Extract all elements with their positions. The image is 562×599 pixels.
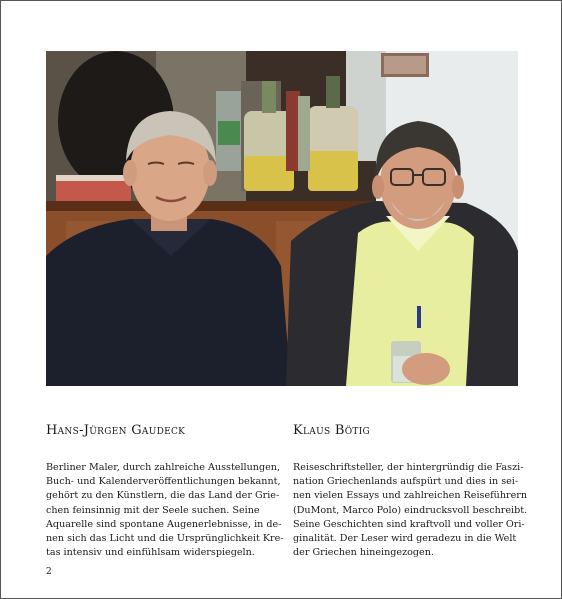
page-number: 2 [46, 567, 52, 577]
bio-line: nen vielen Essays und zahlreichen Reiseführern [293, 490, 528, 502]
bio-line: (DuMont, Marco Polo) eindrucksvoll beschreibt. [293, 504, 528, 516]
portrait-photo [46, 51, 518, 386]
bio-line: Buch- und Kalenderveröffentlichungen bekannt, [46, 476, 281, 488]
bio-line: chen feinsinnig mit der Seele suchen. Seine [46, 504, 260, 516]
left-person-bio [46, 461, 284, 560]
bio-line: ginalität. Der Leser wird geradezu in die Welt [293, 533, 517, 545]
bio-line: Reiseschriftsteller, der hintergründig die Faszi- [293, 462, 524, 473]
bio-line: Seine Geschichten sind kraftvoll und voller Ori- [293, 518, 525, 530]
right-person-name: Klaus Bötig [293, 423, 371, 438]
bio-line: nation Griechenlands aufspürt und dies in sei- [293, 476, 519, 488]
bio-line: Berliner Maler, durch zahlreiche Ausstellungen, [46, 462, 281, 473]
portrait-photo-drawing [46, 51, 518, 386]
right-person-bio [293, 461, 528, 560]
bio-line: Aquarelle sind spontane Augenerlebnisse, in de- [46, 518, 282, 530]
bio-line: nen sich das Licht und die Ursprünglichkeit Kre- [46, 533, 284, 545]
bio-line: tas intensiv und einfühlsam widerspiegeln. [46, 547, 255, 559]
bio-line: der Griechen hineingezogen. [293, 547, 434, 559]
left-person-name: Hans-Jürgen Gaudeck [46, 423, 186, 438]
bio-line: gehört zu den Künstlern, die das Land der Grie- [46, 490, 280, 502]
